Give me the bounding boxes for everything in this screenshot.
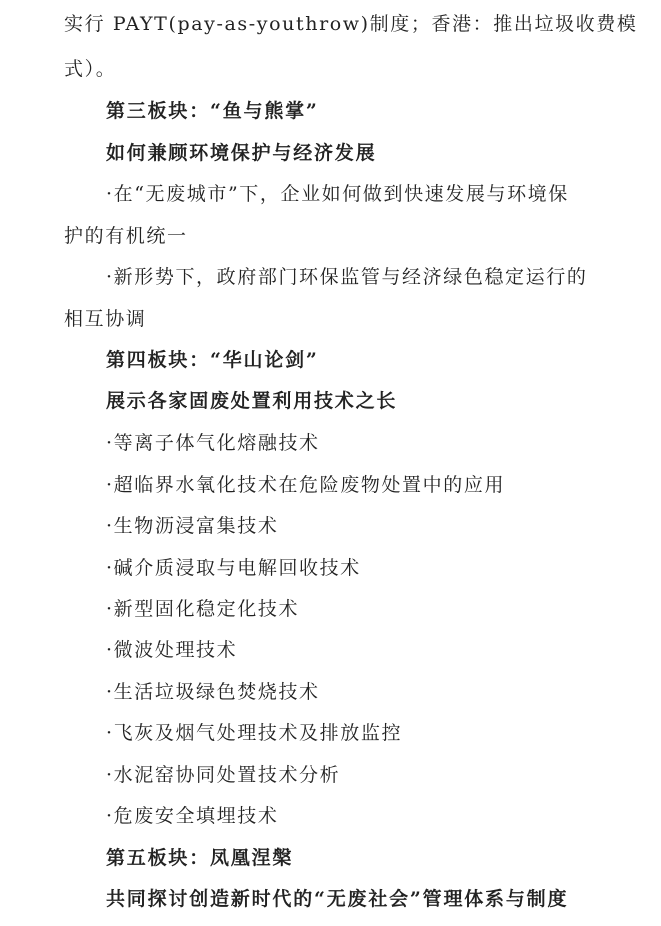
intro-text-line-2: 式）。 xyxy=(64,58,117,80)
section-3-bullet-1-line-1: ·在“无废城市”下，企业如何做到快速发展与环境保 xyxy=(106,183,569,205)
section-4-item-2: ·超临界水氧化技术在危险废物处置中的应用 xyxy=(106,474,506,496)
section-4-item-7: ·生活垃圾绿色焚烧技术 xyxy=(106,681,320,703)
section-5-heading: 第五板块：凤凰涅槃 xyxy=(106,847,294,869)
section-4-item-1: ·等离子体气化熔融技术 xyxy=(106,432,320,454)
section-4-heading: 第四板块：“华山论剑” xyxy=(106,349,319,371)
section-3-bullet-2-line-1: ·新形势下，政府部门环保监管与经济绿色稳定运行的 xyxy=(106,266,588,288)
section-4-subheading: 展示各家固废处置利用技术之长 xyxy=(106,390,398,412)
section-5-subheading: 共同探讨创造新时代的“无废社会”管理体系与制度 xyxy=(106,888,569,910)
section-4-item-6: ·微波处理技术 xyxy=(106,639,238,661)
section-4-item-4: ·碱介质浸取与电解回收技术 xyxy=(106,557,361,579)
section-4-item-10: ·危废安全填埋技术 xyxy=(106,805,279,827)
intro-text-line-1: 实行 PAYT(pay-as-youthrow)制度；香港：推出垃圾收费模 xyxy=(64,13,638,35)
section-3-heading: 第三板块：“鱼与熊掌” xyxy=(106,100,319,122)
section-3-bullet-1-line-2: 护的有机统一 xyxy=(64,225,188,247)
section-3-subheading: 如何兼顾环境保护与经济发展 xyxy=(106,142,377,164)
section-4-item-5: ·新型固化稳定化技术 xyxy=(106,598,300,620)
section-4-item-8: ·飞灰及烟气处理技术及排放监控 xyxy=(106,722,403,744)
section-3-bullet-2-line-2: 相互协调 xyxy=(64,308,147,330)
section-4-item-9: ·水泥窑协同处置技术分析 xyxy=(106,764,341,786)
section-4-item-3: ·生物沥浸富集技术 xyxy=(106,515,279,537)
